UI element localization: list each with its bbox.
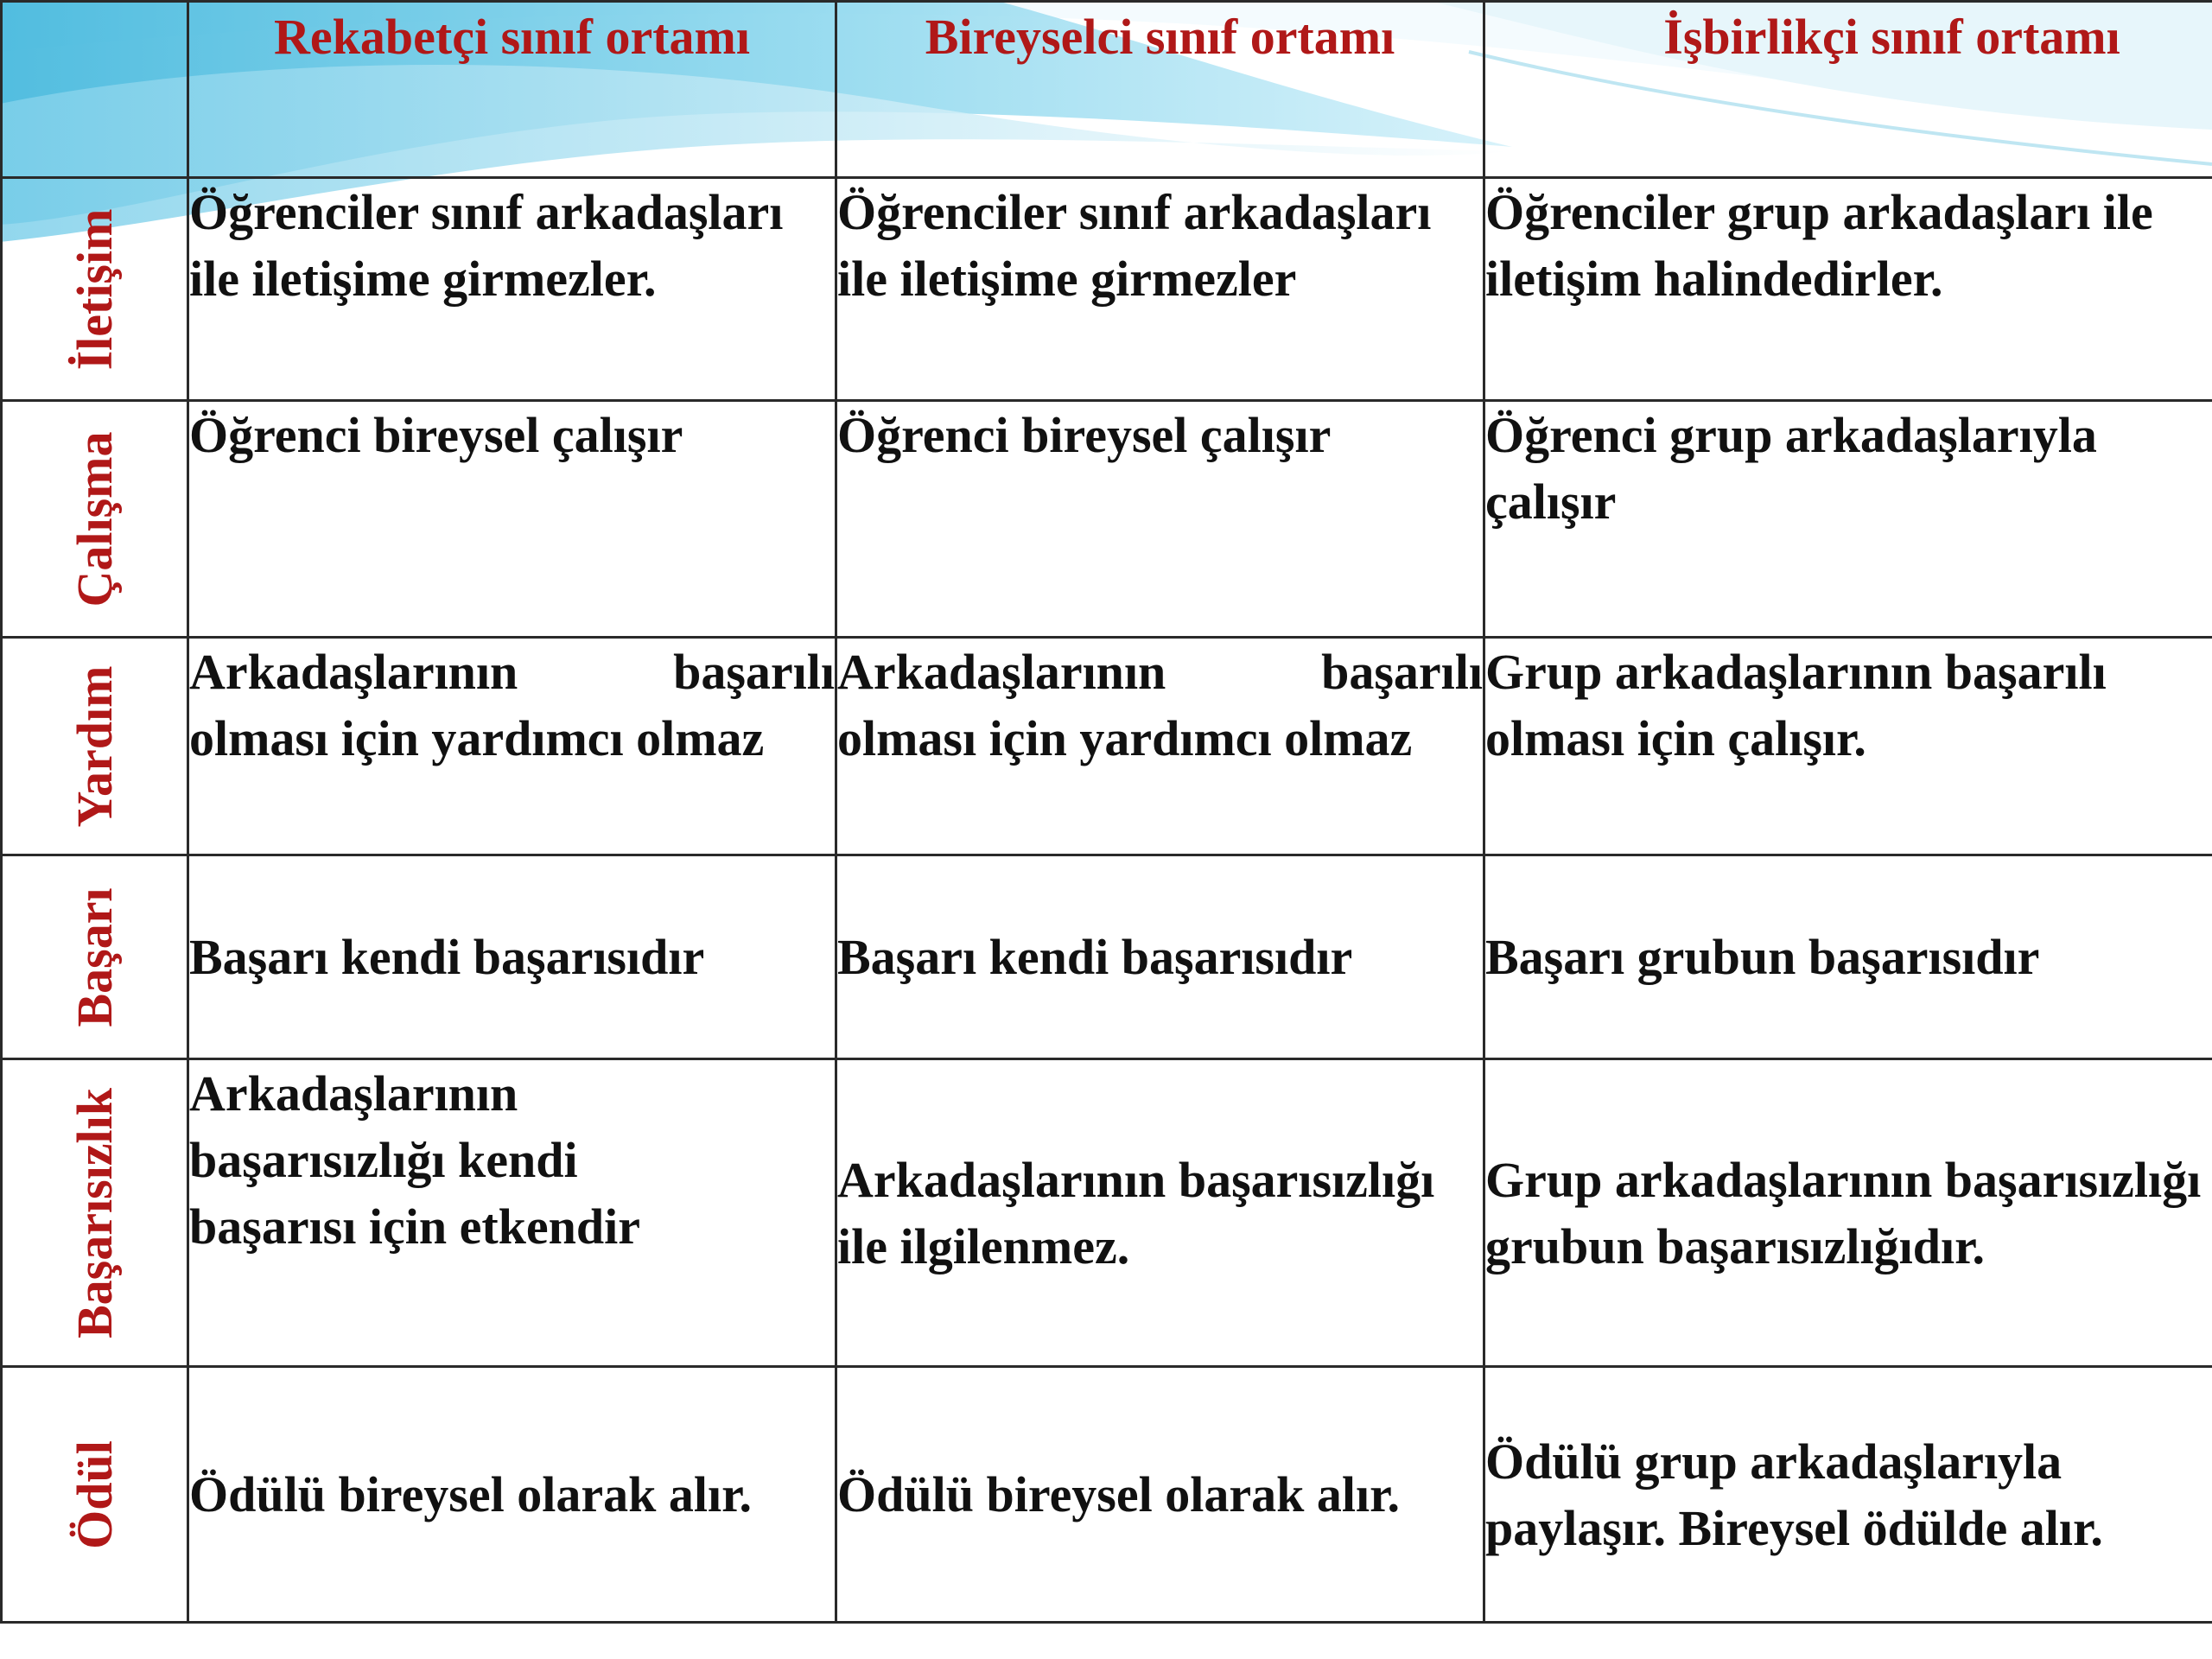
table-row [2,638,2212,855]
row-label: Ödül [66,1440,123,1549]
table-cell: Başarı kendi başarısıdır [836,855,1484,1059]
row-label-cell [2,1059,188,1367]
table-cell: Başarı kendi başarısıdır [188,855,836,1059]
table-cell: Ödülü bireysel olarak alır. [188,1367,836,1623]
table-cell: Arkadaşlarının başarılı olması için yardımcı olmaz [188,638,836,855]
header-cooperative-text: İşbirlikçi sınıf ortamı [1663,9,2120,65]
table-cell: Grup arkadaşlarının başarılı olması için çalışır. [1484,638,2212,855]
header-competitive [188,2,836,178]
row-label: Başarı [66,887,123,1027]
table-row [2,1367,2212,1623]
table-cell: Ödülü grup arkadaşlarıyla paylaşır. Bireysel ödülde alır. [1484,1367,2212,1623]
row-label-cell [2,638,188,855]
table-cell: Arkadaşlarının başarısızlığı kendi başarısı için etkendir [188,1059,836,1367]
row-label: İletişim [66,208,123,370]
corner-cell [2,2,188,178]
header-competitive-text: Rekabetçi sınıf ortamı [274,9,750,65]
header-individualistic [836,2,1484,178]
row-label: Çalışma [66,431,123,607]
table-cell: Öğrenciler sınıf arkadaşları ile iletişime girmezler [836,178,1484,401]
row-label-cell [2,1367,188,1623]
table-cell: Ödülü bireysel olarak alır. [836,1367,1484,1623]
table-row [2,401,2212,638]
header-individualistic-text: Bireyselci sınıf ortamı [925,9,1395,65]
table-cell: Arkadaşlarının başarısızlığı ile ilgilenmez. [836,1059,1484,1367]
table-cell: Başarı grubun başarısıdır [1484,855,2212,1059]
table-cell: Öğrenci bireysel çalışır [836,401,1484,638]
row-label-cell [2,855,188,1059]
row-label-cell [2,178,188,401]
table-cell: Öğrenci bireysel çalışır [188,401,836,638]
table-cell: Öğrenci grup arkadaşlarıyla çalışır [1484,401,2212,638]
row-label: Yardım [66,665,123,827]
table-cell: Öğrenciler grup arkadaşları ile iletişim halindedirler. [1484,178,2212,401]
header-row [2,2,2212,178]
table-row [2,1059,2212,1367]
header-cooperative [1484,2,2212,178]
table-row [2,855,2212,1059]
row-label-cell [2,401,188,638]
row-label: Başarısızlık [66,1087,123,1338]
table-cell: Grup arkadaşlarının başarısızlığı grubun başarısızlığıdır. [1484,1059,2212,1367]
table-cell: Öğrenciler sınıf arkadaşları ile iletişime girmezler. [188,178,836,401]
table-cell: Arkadaşlarının başarılı olması için yardımcı olmaz [836,638,1484,855]
table-row [2,178,2212,401]
